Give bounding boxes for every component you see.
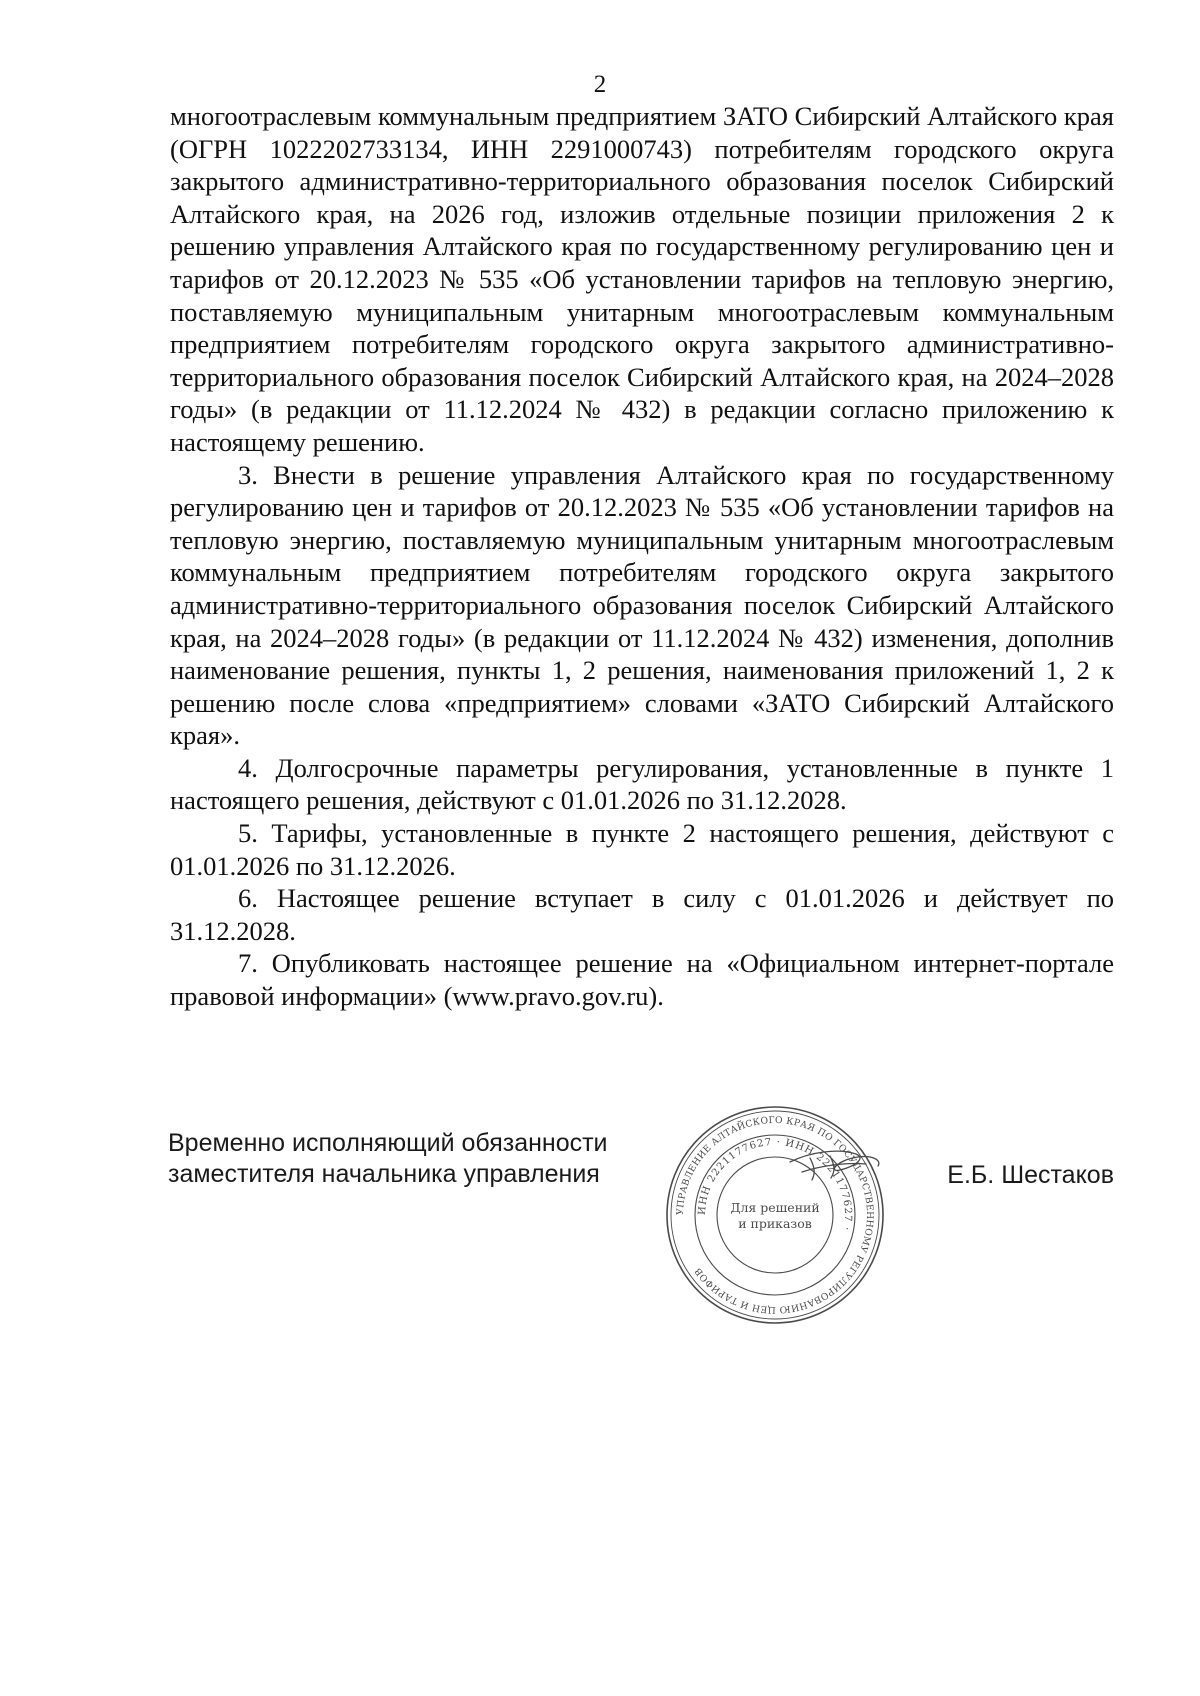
paragraph-item-5: 5. Тарифы, установленные в пункте 2 настоящего решения, действуют с 01.01.2026 по 31.12.2026. — [170, 818, 1114, 881]
signer-name: Е.Б. Шестаков — [947, 1161, 1114, 1189]
seal-graphic — [660, 1100, 890, 1330]
official-seal-stamp — [660, 1100, 890, 1330]
paragraph-continuation: многоотраслевым коммунальным предприятием ЗАТО Сибирский Алтайского края (ОГРН 1022202733134, ИНН 2291000743) потребителям городского округа закрытого административно-территориального образования поселок Сибирский Алтайского края, на 2026 год, изложив отдельные позиции приложения 2 к решению управления Алтайского края по государственному регулированию цен и тарифов от 20.12.2023 № 535 «Об установлении тарифов на тепловую энергию, поставляемую муниципальным унитарным многоотраслевым коммунальным предприятием потребителям городского округа закрытого административно-территориального образования поселок Сибирский Алтайского края, на 2024–2028 годы» (в редакции от 11.12.2024 № 432) в редакции согласно приложению к настоящему решению. — [170, 101, 1114, 457]
seal-center-line-1: Для решений — [730, 1200, 820, 1215]
seal-outer-text: УПРАВЛЕНИЕ АЛТАЙСКОГО КРАЯ ПО ГОСУДАРСТВЕННОМУ РЕГУЛИРОВАНИЮ ЦЕН И ТАРИФОВ — [674, 1114, 876, 1316]
signer-position-line-1: Временно исполняющий обязанности — [168, 1129, 608, 1157]
document-body — [170, 100, 1114, 1013]
paragraph-item-3: 3. Внести в решение управления Алтайского края по государственному регулированию цен и тарифов от 20.12.2023 № 535 «Об установлении тарифов на тепловую энергию, поставляемую муниципальным унитарным многоотраслевым коммунальным предприятием потребителям городского округа закрытого административно-территориального образования поселок Сибирский Алтайского края, на 2024–2028 годы» (в редакции от 11.12.2024 № 432) изменения, дополнив наименование решения, пункты 1, 2 решения, наименования приложений 1, 2 к решению после слова «предприятием» словами «ЗАТО Сибирский Алтайского края». — [170, 459, 1114, 751]
signer-position-line-2: заместителя начальника управления — [168, 1160, 600, 1188]
seal-inner-ring — [717, 1157, 833, 1273]
signature-block — [168, 1114, 1114, 1348]
page-number: 2 — [593, 71, 607, 98]
paragraph-item-4: 4. Долгосрочные параметры регулирования, установленные в пункте 1 настоящего решения, действуют с 01.01.2026 по 31.12.2028. — [170, 752, 1114, 816]
seal-center-line-2: и приказов — [738, 1216, 812, 1231]
signer-position — [168, 1128, 648, 1190]
paragraph-item-7: 7. Опубликовать настоящее решение на «Официальном интернет-портале правовой информации» (www.pravo.gov.ru). — [170, 948, 1114, 1012]
paragraph-item-6: 6. Настоящее решение вступает в силу с 01.01.2026 и действует по 31.12.2028. — [170, 883, 1114, 946]
seal-inner-text: ИНН 2221177627 · ИНН 2221177627 · — [696, 1136, 854, 1233]
